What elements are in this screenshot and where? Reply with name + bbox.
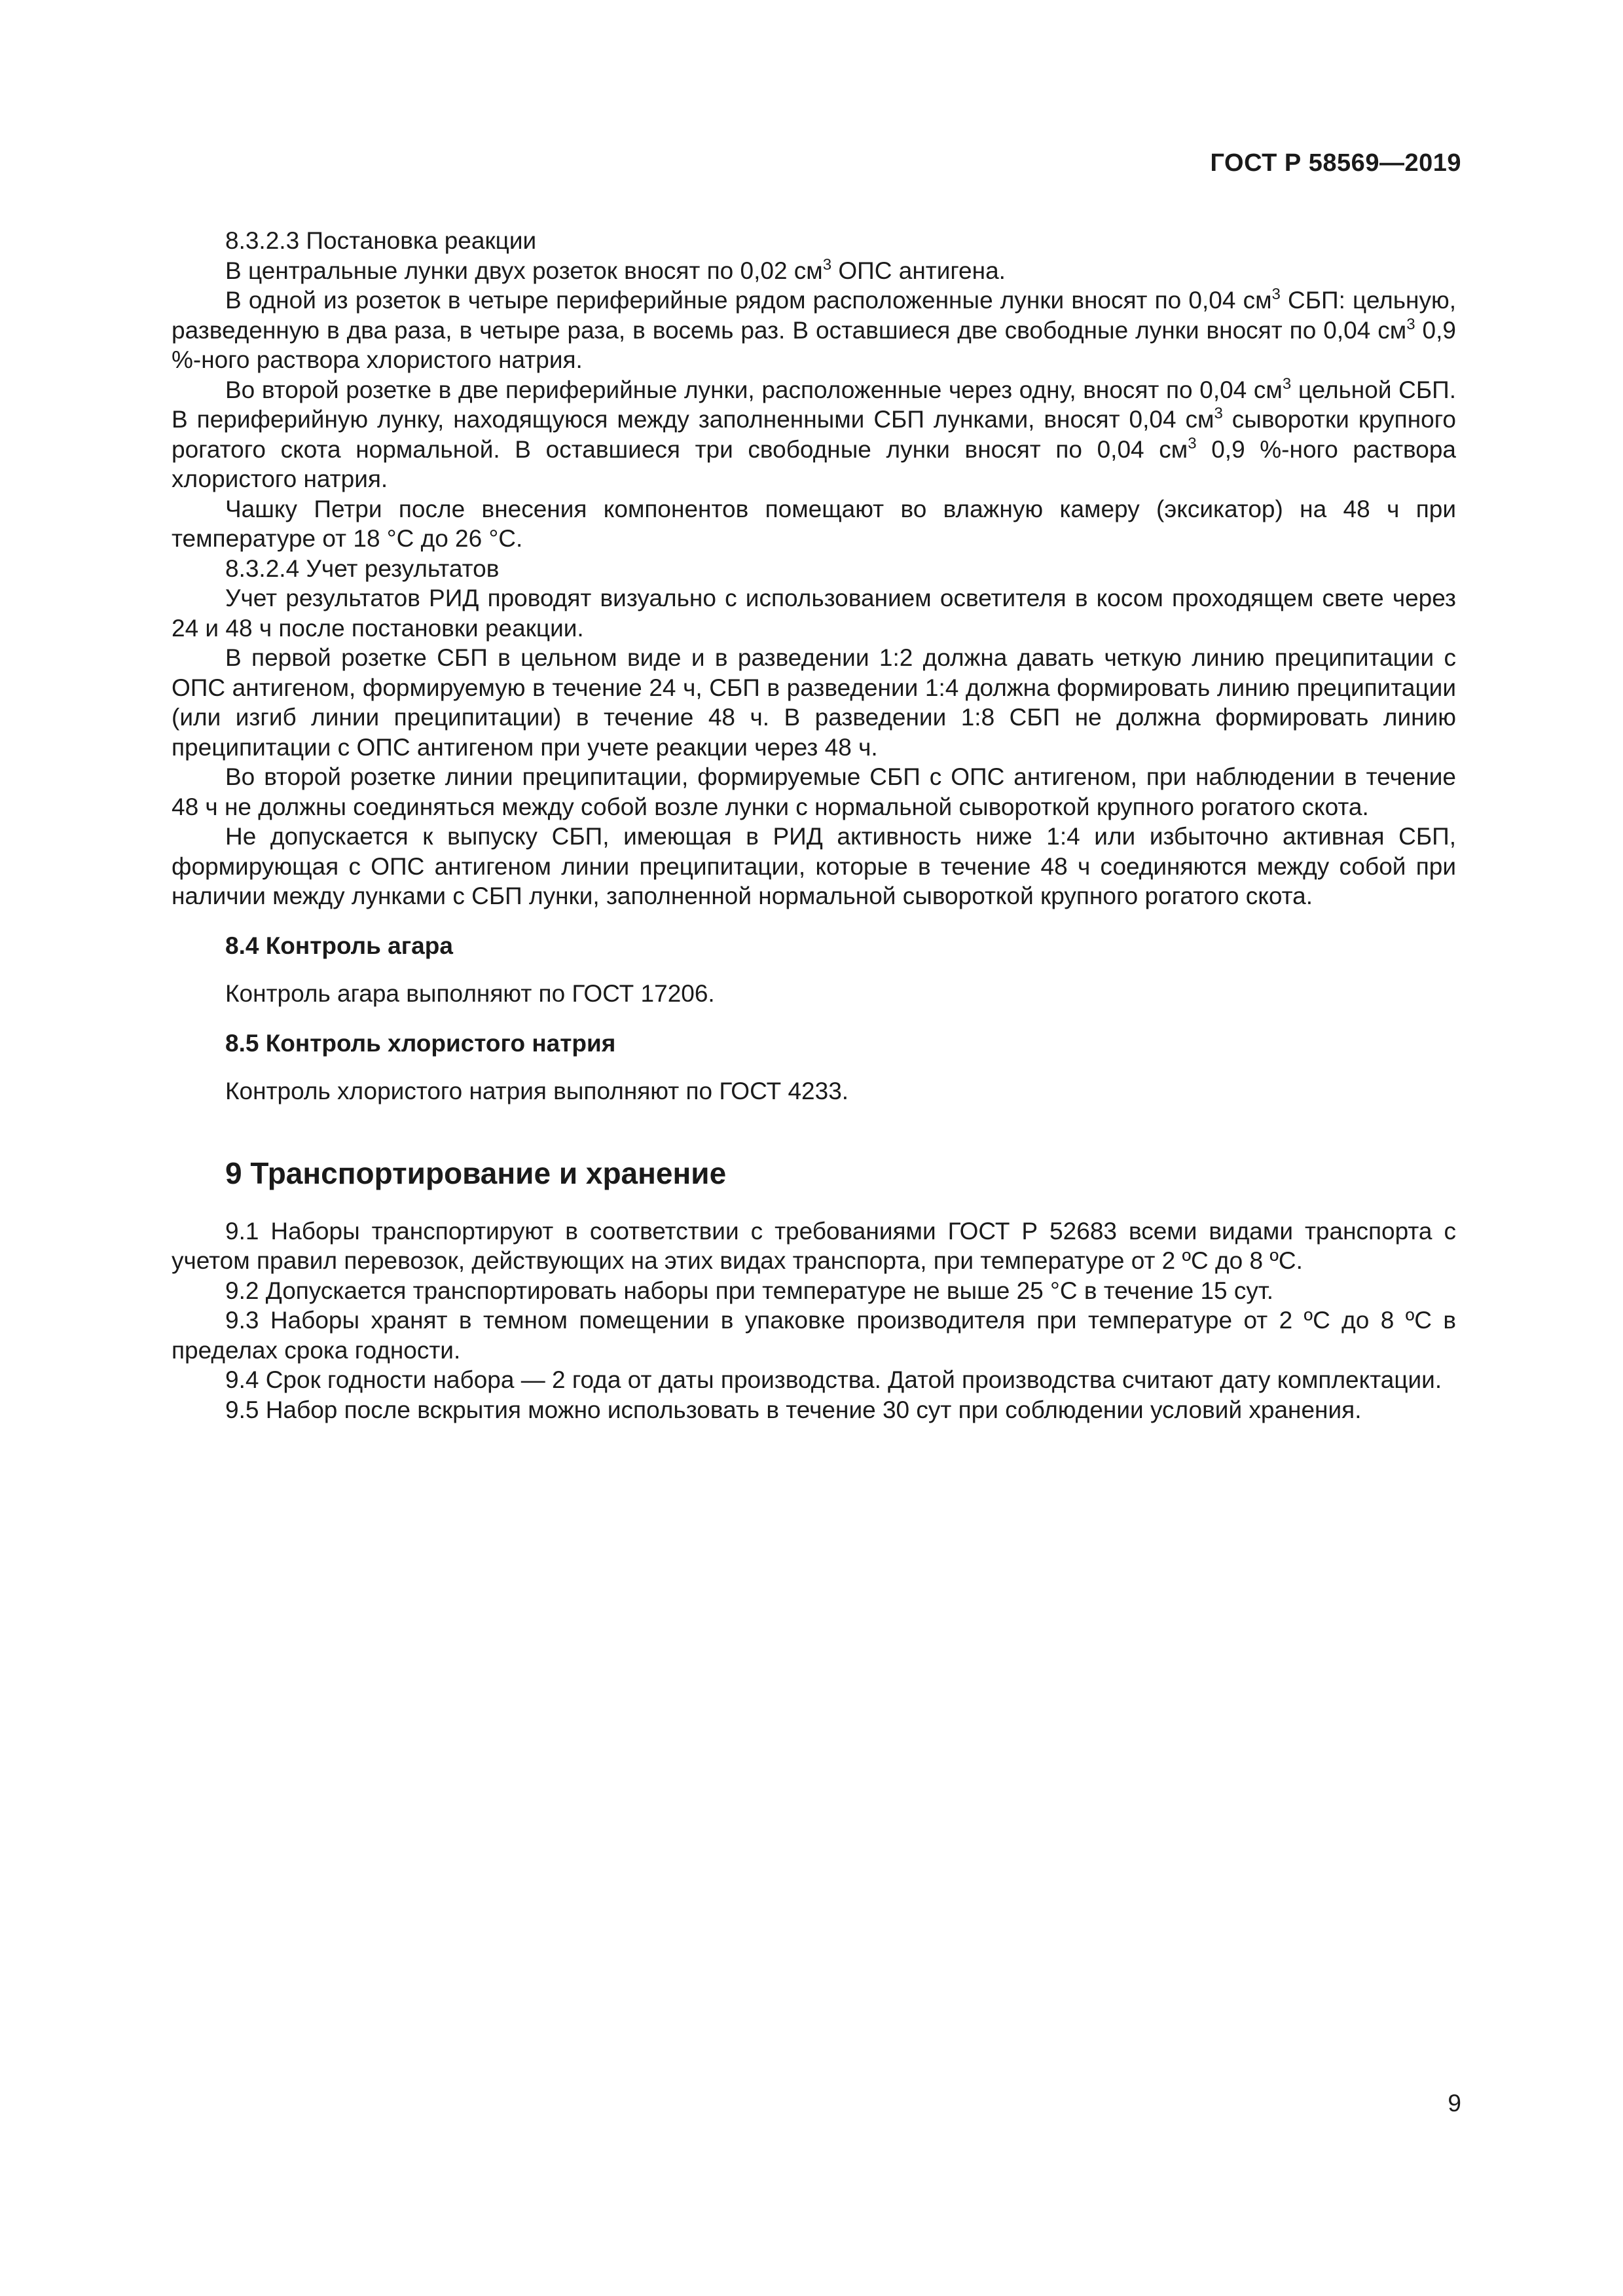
chapter-heading-9: 9 Транспортирование и хранение (225, 1156, 727, 1190)
document-id-header: ГОСТ Р 58569—2019 (1210, 149, 1461, 177)
paragraph: 9.5 Набор после вскрытия можно использовать в течение 30 сут при соблюдении условий хранения. (225, 1396, 1362, 1423)
paragraph: В центральные лунки двух розеток вносят по 0,02 $см^3$ ОПС антигена. (225, 255, 1006, 284)
page-number: 9 (1448, 2090, 1461, 2117)
subsection-heading-8-3-2-3: 8.3.2.3 Постановка реакции (225, 227, 537, 254)
paragraph: Во второй розетке в две периферийные лунки, расположенные через одну, вносят по 0,04 $см^3$ цельной СБП. В периферийную лунку, находящуюся между заполненными СБП лунками, вносят 0,04 $см^3$ сыворотки крупного рогатого скота нормальной. В оставшиеся три свободные лунки вносят по 0,04 $см^3$ 0,9 %-ного раствора хлористого натрия. (172, 374, 1456, 492)
paragraph: Контроль хлористого натрия выполняют по ГОСТ 4233. (225, 1078, 849, 1104)
paragraph: 9.3 Наборы хранят в темном помещении в упаковке производителя при температуре от 2 ºС до 8 ºС в пределах срока годности. (172, 1307, 1456, 1364)
paragraph: В первой розетке СБП в цельном виде и в разведении 1:2 должна давать четкую линию преципитации с ОПС антигеном, формируемую в течение 24 ч, СБП в разведении 1:4 должна формировать линию преципитации (или изгиб линии преципитации) в течение 48 ч. В разведении 1:8 СБП не должна формировать линию преципитации с ОПС антигеном при учете реакции через 48 ч. (172, 644, 1456, 761)
paragraph: Во второй розетке линии преципитации, формируемые СБП с ОПС антигеном, при наблюдении в течение 48 ч не должны соединяться между собой возле лунки с нормальной сывороткой крупного рогатого скота. (172, 763, 1456, 820)
paragraph: 9.4 Срок годности набора — 2 года от даты производства. Датой производства считают дату комплектации. (225, 1366, 1442, 1393)
paragraph: 9.1 Наборы транспортируют в соответствии с требованиями ГОСТ Р 52683 всеми видами транспорта с учетом правил перевозок, действующих на этих видах транспорта, при температуре от 2 ºС до 8 ºС. (172, 1217, 1456, 1274)
subsection-heading-8-3-2-4: 8.3.2.4 Учет результатов (225, 555, 500, 582)
page-content (172, 226, 1456, 1425)
paragraph: В одной из розеток в четыре периферийные рядом расположенные лунки вносят по 0,04 $см^3$ СБП: цельную, разведенную в два раза, в четыре раза, в восемь раз. В оставшиеся две свободные лунки вносят по 0,04 $см^3$ 0,9 %-ного раствора хлористого натрия. (172, 285, 1457, 373)
paragraph: Контроль агара выполняют по ГОСТ 17206. (225, 980, 715, 1007)
section-heading-8-4: 8.4 Контроль агара (225, 932, 453, 959)
paragraph: 9.2 Допускается транспортировать наборы при температуре не выше 25 °С в течение 15 сут. (225, 1277, 1274, 1304)
section-heading-8-5: 8.5 Контроль хлористого натрия (225, 1029, 616, 1057)
paragraph: Чашку Петри после внесения компонентов помещают во влажную камеру (эксикатор) на 48 ч при температуре от 18 °С до 26 °С. (172, 495, 1456, 552)
paragraph: Учет результатов РИД проводят визуально с использованием осветителя в косом проходящем свете через 24 и 48 ч после постановки реакции. (172, 585, 1456, 642)
paragraph: Не допускается к выпуску СБП, имеющая в РИД активность ниже 1:4 или избыточно активная СБП, формирующая с ОПС антигеном линии преципитации, которые в течение 48 ч соединяются между собой при наличии между лунками с СБП лунки, заполненной нормальной сывороткой крупного рогатого скота. (172, 823, 1456, 909)
